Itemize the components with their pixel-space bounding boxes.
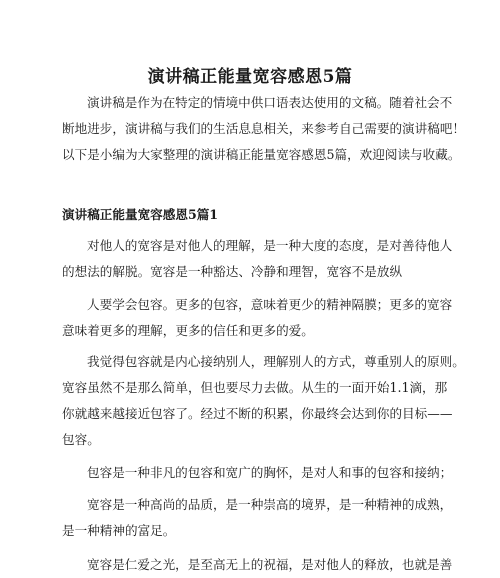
body-paragraph [62, 492, 453, 544]
body-line: 包容是一种非凡的包容和宽广的胸怀，是对人和事的包容和接纳； [87, 465, 453, 480]
document-title: 演讲稿正能量宽容感恩5篇 [147, 67, 353, 87]
body-paragraph [62, 349, 465, 453]
body-paragraph [62, 292, 453, 344]
body-line: 意味着更多的理解，更多的信任和更多的爱。 [62, 323, 314, 338]
body-line: 宽容是一种高尚的品质，是一种崇高的境界，是一种精神的成熟， [87, 497, 453, 512]
section-heading: 演讲稿正能量宽容感恩5篇1 [62, 207, 219, 222]
body-line: 是一种精神的富足。 [62, 523, 176, 538]
intro-line: 以下是小编为大家整理的演讲稿正能量宽容感恩5篇，欢迎阅读与收藏。 [62, 147, 461, 162]
body-line: 对他人的宽容是对他人的理解，是一种大度的态度，是对善待他人 [87, 238, 453, 253]
intro-line: 演讲稿是作为在特定的情境中供口语表达使用的文稿。随着社会不 [87, 95, 453, 110]
body-paragraph [62, 552, 453, 578]
intro-paragraph [62, 90, 465, 168]
body-paragraph [62, 460, 453, 486]
body-line: 的想法的解脱。宽容是一种豁达、冷静和理智，宽容不是放纵 [62, 264, 403, 279]
intro-line: 断地进步，演讲稿与我们的生活息息相关，来参考自己需要的演讲稿吧！ [62, 121, 465, 136]
body-line: 包容。 [62, 432, 100, 447]
body-line: 人要学会包容。更多的包容，意味着更少的精神隔膜；更多的宽容 [87, 297, 453, 312]
body-line: 我觉得包容就是内心接纳别人，理解别人的方式，尊重别人的原则。 [87, 354, 465, 369]
body-line: 你就越来越接近包容了。经过不断的积累，你最终会达到你的目标—— [62, 406, 453, 421]
body-paragraph [62, 233, 453, 285]
body-line: 宽容是仁爱之光，是至高无上的祝福，是对他人的释放，也就是善 [87, 557, 453, 572]
body-line: 宽容虽然不是那么简单，但也要尽力去做。从生的一面开始1.1滴，那 [62, 380, 448, 395]
